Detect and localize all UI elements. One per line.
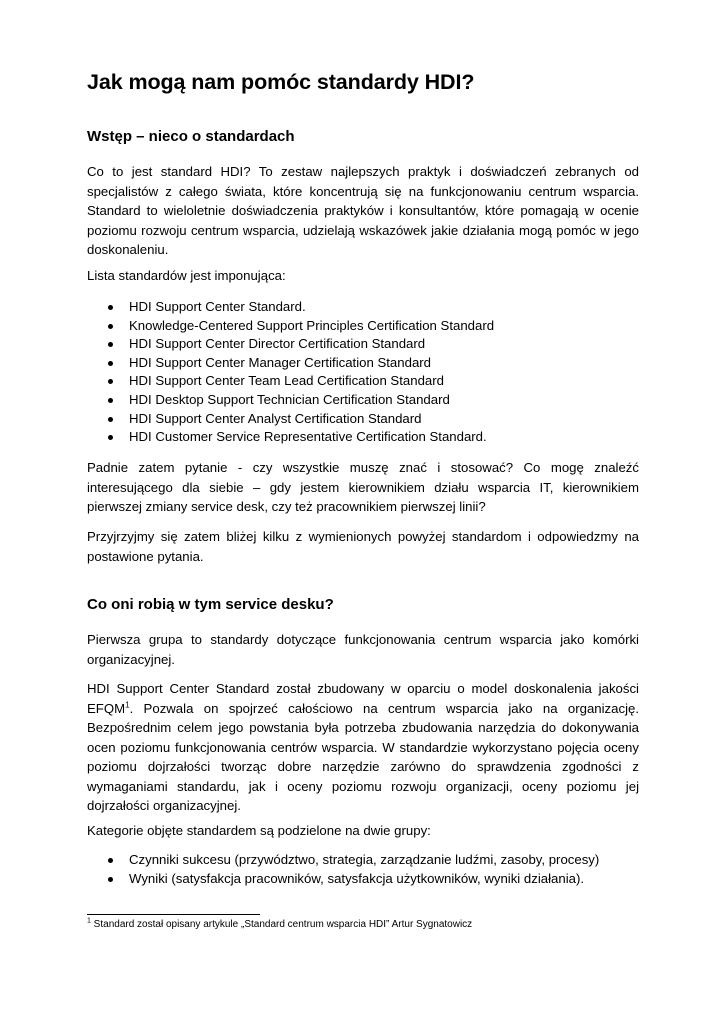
section-heading-intro: Wstęp – nieco o standardach bbox=[87, 128, 295, 145]
list-item: Wyniki (satysfakcja pracowników, satysfakcja użytkowników, wyniki działania). bbox=[87, 870, 639, 889]
list-item: HDI Desktop Support Technician Certification Standard bbox=[87, 391, 639, 410]
list-item: HDI Support Center Team Lead Certification Standard bbox=[87, 372, 639, 391]
list-item: HDI Support Center Director Certification Standard bbox=[87, 335, 639, 354]
question-paragraph: Padnie zatem pytanie - czy wszystkie muszę znać i stosować? Co mogę znaleźć interesującego dla siebie – gdy jestem kierownikiem działu wsparcia IT, kierownikiem pierwszej zmiany service desk, czy też pracownikiem pierwszej linii? bbox=[87, 460, 639, 514]
closing-paragraph: Przyjrzyjmy się zatem bliżej kilku z wymienionych powyżej standardom i odpowiedzmy na postawione pytania. bbox=[87, 529, 639, 564]
paragraph-text: . Pozwala on spojrzeć całościowo na centrum wsparcia jako na organizację. Bezpośrednim celem jego powstania była potrzeba zbudowania narzędzia do dokonywania ocen poziomu funkcjonowania centrów wsparcia. W standardzie wykorzystano pojęcia oceny poziomu dojrzałości tworząc dobre narzędzie zarówno do sprawdzenia zgodności z wymaganiami standardu, jak i oceny poziomu rozwoju organizacji, oceny poziomu jej dojrzałości organizacyjnej. bbox=[87, 700, 639, 813]
footnote bbox=[87, 919, 472, 930]
paragraph-text: HDI Support Center Standard został zbudowany w oparciu o model doskonalenia jakości EFQM bbox=[87, 681, 639, 716]
list-item: Czynniki sukcesu (przywództwo, strategia, zarządzanie ludźmi, zasoby, procesy) bbox=[87, 851, 639, 870]
list-item: HDI Support Center Standard. bbox=[87, 298, 639, 317]
intro-paragraph: Co to jest standard HDI? To zestaw najlepszych praktyk i doświadczeń zebranych od specjalistów z całego świata, które koncentrują się na funkcjonowaniu centrum wsparcia. Standard to wieloletnie doświadczenia praktyków i konsultantów, które pomagają w ocenie poziomu rozwoju centrum wsparcia, udzielają wskazówek jakie działania mogą pomóc w jego doskonaleniu. bbox=[87, 164, 639, 257]
footnote-separator bbox=[87, 914, 260, 915]
section-heading-service-desk: Co oni robią w tym service desku? bbox=[87, 596, 334, 613]
categories-intro-paragraph: Kategorie objęte standardem są podzielone na dwie grupy: bbox=[87, 823, 431, 838]
footnote-reference: 1 bbox=[125, 700, 130, 710]
list-item: HDI Support Center Analyst Certification Standard bbox=[87, 410, 639, 429]
categories-list bbox=[87, 851, 639, 888]
footnote-number: 1 bbox=[87, 917, 91, 925]
list-item: HDI Support Center Manager Certification Standard bbox=[87, 354, 639, 373]
first-group-paragraph: Pierwsza grupa to standardy dotyczące funkcjonowania centrum wsparcia jako komórki organizacyjnej. bbox=[87, 632, 639, 667]
list-item: Knowledge-Centered Support Principles Certification Standard bbox=[87, 317, 639, 336]
standards-list bbox=[87, 298, 639, 447]
page-title: Jak mogą nam pomóc standardy HDI? bbox=[87, 70, 475, 94]
support-center-standard-paragraph bbox=[87, 679, 639, 816]
list-item: HDI Customer Service Representative Certification Standard. bbox=[87, 428, 639, 447]
list-intro-paragraph: Lista standardów jest imponująca: bbox=[87, 268, 286, 283]
footnote-text: Standard został opisany artykule „Standard centrum wsparcia HDI” Artur Sygnatowicz bbox=[90, 919, 473, 930]
